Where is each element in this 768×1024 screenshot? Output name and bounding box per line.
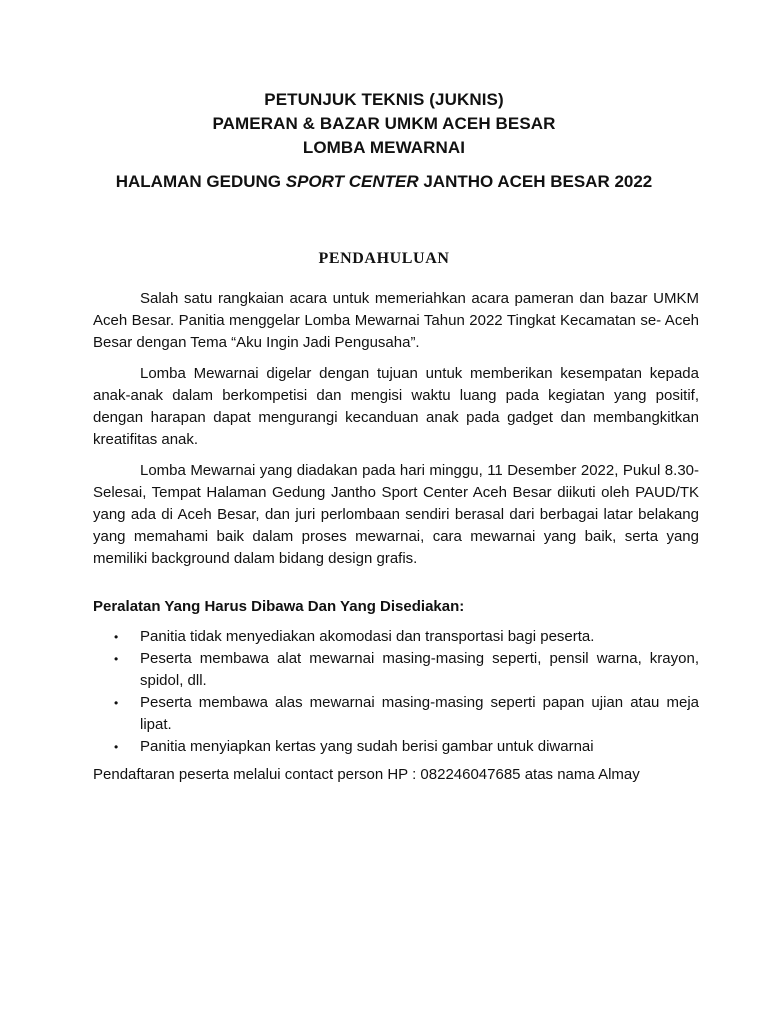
- subtitle-prefix: HALAMAN GEDUNG: [115, 172, 286, 191]
- body-text: [93, 288, 699, 786]
- subtitle-italic: SPORT CENTER: [285, 172, 419, 191]
- list-item: [93, 736, 699, 758]
- list-item-text: Peserta membawa alas mewarnai masing-masing seperti papan ujian atau meja lipat.: [140, 694, 699, 733]
- doc-title-line-1: PETUNJUK TEKNIS (JUKNIS): [264, 90, 504, 109]
- list-item: [93, 648, 699, 692]
- paragraph-2: Lomba Mewarnai digelar dengan tujuan untuk memberikan kesempatan kepada anak-anak dalam berkompetisi dan mengisi waktu luang pada kegiatan yang positif, dengan harapan dapat mengurangi kecanduan anak pada gadget dan membangkitkan kreatifitas anak.: [93, 365, 699, 448]
- list-item-text: Peserta membawa alat mewarnai masing-masing seperti, pensil warna, krayon, spidol, dll.: [140, 650, 699, 689]
- paragraph-1: Salah satu rangkaian acara untuk memeriahkan acara pameran dan bazar UMKM Aceh Besar. Panitia menggelar Lomba Mewarnai Tahun 2022 Tingkat Kecamatan se- Aceh Besar dengan Tema “Aku Ingin Jadi Pengusaha”.: [93, 290, 699, 351]
- doc-title-line-3: LOMBA MEWARNAI: [302, 138, 466, 157]
- bullet-icon: •: [114, 740, 119, 754]
- subtitle-suffix: JANTHO ACEH BESAR 2022: [418, 172, 653, 191]
- doc-title-line-2: PAMERAN & BAZAR UMKM ACEH BESAR: [212, 114, 556, 133]
- list-item: [93, 626, 699, 648]
- bullet-icon: •: [114, 652, 119, 666]
- list-item: [93, 692, 699, 736]
- section-heading: PENDAHULUAN: [318, 250, 450, 267]
- paragraph-3: Lomba Mewarnai yang diadakan pada hari minggu, 11 Desember 2022, Pukul 8.30-Selesai, Tempat Halaman Gedung Jantho Sport Center Aceh Besar diikuti oleh PAUD/TK yang ada di Aceh Besar, dan juri perlombaan sendiri berasal dari berbagai latar belakang yang memahami baik dalam proses mewarnai, cara mewarnai yang baik, serta yang memiliki background dalam bidang design grafis.: [93, 462, 699, 567]
- list-item-text: Panitia menyiapkan kertas yang sudah berisi gambar untuk diwarnai: [140, 738, 594, 755]
- title-block: [0, 88, 768, 194]
- bullet-icon: •: [114, 630, 119, 644]
- list-item-text: Panitia tidak menyediakan akomodasi dan transportasi bagi peserta.: [140, 628, 595, 645]
- equipment-list: [93, 626, 699, 758]
- contact-line: Pendaftaran peserta melalui contact person HP : 082246047685 atas nama Almay: [93, 766, 640, 783]
- equipment-heading: Peralatan Yang Harus Dibawa Dan Yang Disediakan:: [93, 598, 465, 615]
- bullet-icon: •: [114, 696, 119, 710]
- doc-subtitle: [0, 170, 768, 194]
